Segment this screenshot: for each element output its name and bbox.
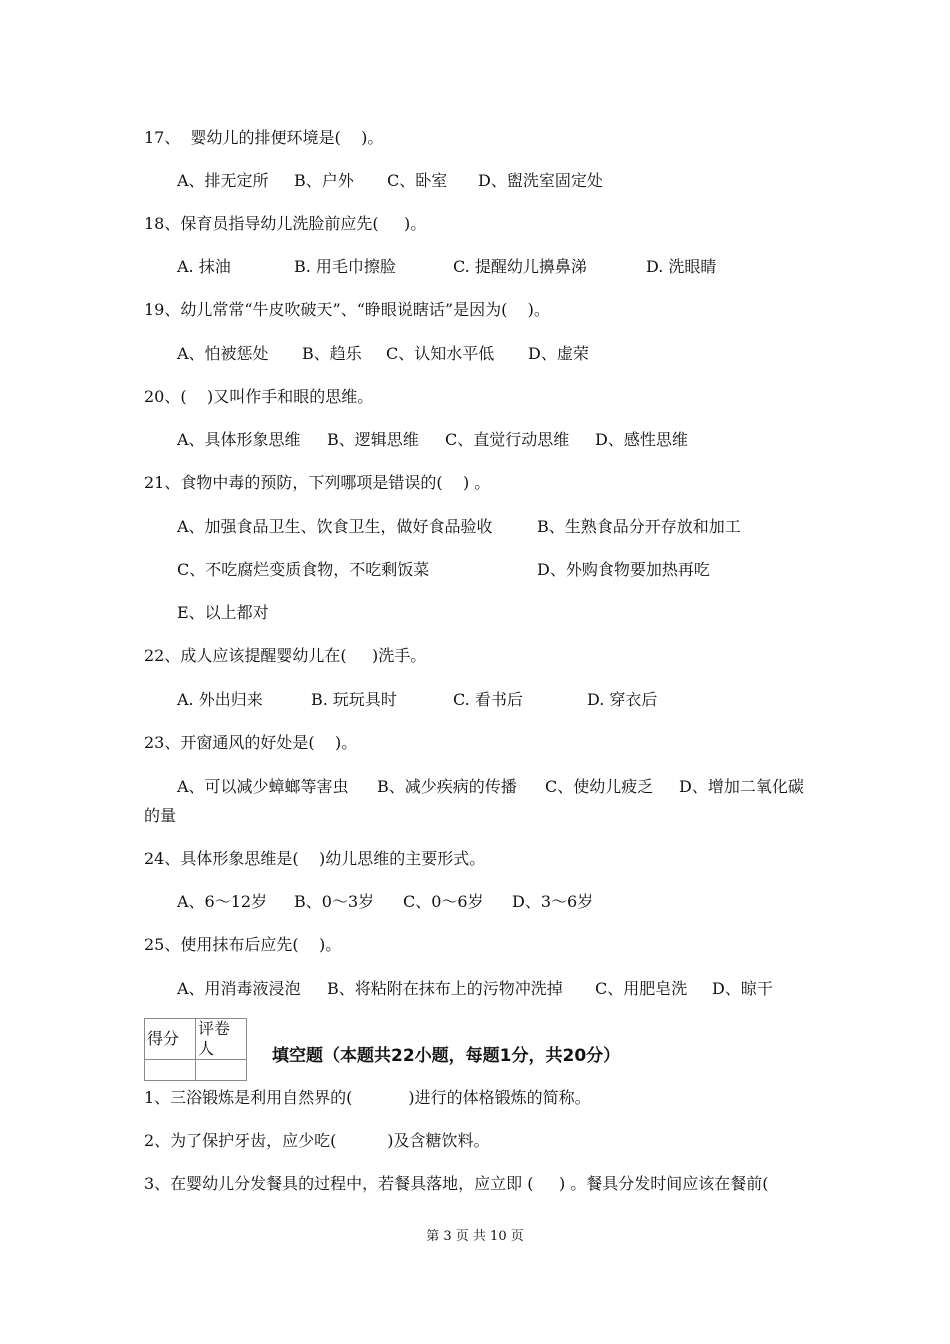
fill-question-3: 3、在婴幼儿分发餐具的过程中，若餐具落地，应立即 ( ) 。餐具分发时间应该在餐前( [144, 1174, 769, 1193]
score-cell [145, 1060, 196, 1081]
question-20-option-a: A、具体形象思维 [177, 430, 301, 449]
question-22-option-a: A. 外出归来 [177, 690, 263, 709]
question-23-option-a: A、可以减少蟑螂等害虫 [177, 777, 349, 796]
question-19-option-b: B、趋乐 [302, 344, 362, 363]
question-25-stem: 25、使用抹布后应先( )。 [144, 935, 342, 954]
fill-question-2: 2、为了保护牙齿，应少吃( )及含糖饮料。 [144, 1131, 490, 1150]
question-18-stem: 18、保育员指导幼儿洗脸前应先( )。 [144, 214, 427, 233]
question-20-option-d: D、感性思维 [595, 430, 688, 449]
question-18-option-a: A. 抹油 [177, 257, 231, 276]
question-25-option-a: A、用消毒液浸泡 [177, 979, 301, 998]
page-footer: 第 3 页 共 10 页 [426, 1229, 524, 1244]
question-20-stem: 20、( )又叫作手和眼的思维。 [144, 387, 374, 406]
question-19-option-a: A、怕被惩处 [177, 344, 269, 363]
question-17-option-d: D、盥洗室固定处 [478, 171, 603, 190]
question-18-option-b: B. 用毛巾擦脸 [294, 257, 396, 276]
question-17-option-a: A、排无定所 [177, 171, 269, 190]
question-21-option-e: E、以上都对 [177, 603, 269, 622]
question-23-option-b: B、减少疾病的传播 [377, 777, 517, 796]
question-22-option-c: C. 看书后 [453, 690, 523, 709]
question-22-stem: 22、成人应该提醒婴幼儿在( )洗手。 [144, 646, 427, 665]
question-21-option-a: A、加强食品卫生、饮食卫生，做好食品验收 [177, 517, 493, 536]
grader-cell [196, 1060, 247, 1081]
question-19-stem: 19、幼儿常常“牛皮吹破天”、“睁眼说瞎话”是因为( )。 [144, 300, 550, 319]
question-23-stem: 23、开窗通风的好处是( )。 [144, 733, 358, 752]
question-23-option-c: C、使幼儿疲乏 [545, 777, 654, 796]
score-box [144, 1018, 247, 1081]
question-18-option-c: C. 提醒幼儿擤鼻涕 [453, 257, 587, 276]
question-24-stem: 24、具体形象思维是( )幼儿思维的主要形式。 [144, 849, 486, 868]
question-19-option-d: D、虚荣 [528, 344, 589, 363]
question-24-option-b: B、0～3岁 [294, 892, 375, 911]
question-20-option-c: C、直觉行动思维 [445, 430, 570, 449]
question-25-option-c: C、用肥皂洗 [595, 979, 688, 998]
question-19-option-c: C、认知水平低 [386, 344, 495, 363]
question-25-option-b: B、将粘附在抹布上的污物冲洗掉 [327, 979, 563, 998]
question-17-option-b: B、户外 [294, 171, 354, 190]
question-18-option-d: D. 洗眼睛 [646, 257, 717, 276]
question-20-option-b: B、逻辑思维 [327, 430, 419, 449]
question-23-continuation: 的量 [144, 806, 177, 825]
question-17-option-c: C、卧室 [387, 171, 448, 190]
question-24-option-c: C、0～6岁 [403, 892, 484, 911]
grader-label: 评卷人 [196, 1019, 247, 1060]
question-22-option-d: D. 穿衣后 [587, 690, 658, 709]
question-21-option-d: D、外购食物要加热再吃 [537, 560, 710, 579]
question-24-option-a: A、6～12岁 [177, 892, 268, 911]
question-23-option-d: D、增加二氧化碳 [679, 777, 804, 796]
question-21-option-b: B、生熟食品分开存放和加工 [537, 517, 741, 536]
question-21-option-c: C、不吃腐烂变质食物，不吃剩饭菜 [177, 560, 430, 579]
fill-question-1: 1、三浴锻炼是利用自然界的( )进行的体格锻炼的简称。 [144, 1088, 591, 1107]
question-17-stem: 17、 婴幼儿的排便环境是( )。 [144, 128, 384, 147]
question-25-option-d: D、晾干 [712, 979, 773, 998]
score-label: 得分 [145, 1019, 196, 1060]
question-22-option-b: B. 玩玩具时 [311, 690, 397, 709]
question-21-stem: 21、食物中毒的预防，下列哪项是错误的( ) 。 [144, 473, 491, 492]
section-title: 填空题（本题共22小题，每题1分，共20分） [272, 1046, 621, 1066]
question-24-option-d: D、3～6岁 [512, 892, 594, 911]
